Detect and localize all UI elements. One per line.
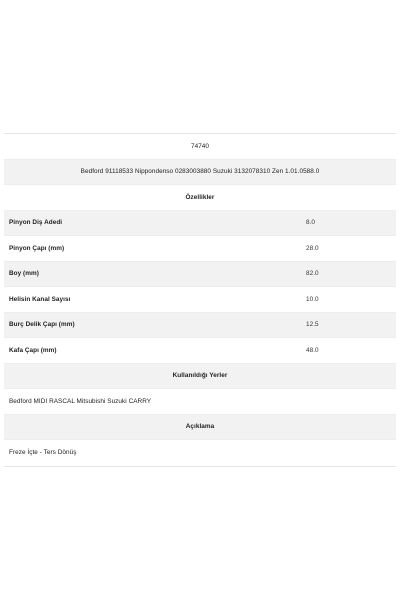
feature-value: 12.5: [306, 321, 319, 329]
product-spec-table: [4, 133, 396, 467]
feature-label: Boy (mm): [9, 270, 39, 278]
description-title: Açıklama: [185, 423, 215, 431]
description-row: [4, 440, 396, 466]
feature-value: 48.0: [306, 346, 319, 354]
table-row: [4, 287, 396, 313]
table-row: [4, 236, 396, 262]
usage-title: Kullanıldığı Yerler: [172, 372, 228, 380]
table-row: [4, 338, 396, 364]
feature-label: Pinyon Diş Adedi: [9, 219, 63, 227]
features-title: Özellikler: [185, 193, 215, 201]
reference-numbers: Bedford 91118533 Nippondenso 0283003880 Suzuki 3132078310 Zen 1.01.0588.0: [80, 168, 320, 176]
usage-row: [4, 389, 396, 415]
feature-value: 8.0: [306, 219, 316, 227]
reference-numbers-row: [4, 160, 396, 186]
feature-value: 10.0: [306, 295, 319, 303]
table-row: [4, 211, 396, 237]
product-code-row: [4, 134, 396, 160]
feature-label: Helisin Kanal Sayısı: [9, 295, 71, 303]
description-text: Freze İçte - Ters Dönüş: [9, 449, 77, 457]
feature-label: Burç Delik Çapı (mm): [9, 321, 75, 329]
feature-value: 28.0: [306, 244, 319, 252]
table-row: [4, 262, 396, 288]
feature-label: Kafa Çapı (mm): [9, 346, 57, 354]
feature-value: 82.0: [306, 270, 319, 278]
product-code: 74740: [190, 142, 210, 150]
table-row: [4, 313, 396, 339]
features-section-header: [4, 185, 396, 211]
description-section-header: [4, 415, 396, 441]
usage-text: Bedford MIDI RASCAL Mitsubishi Suzuki CARRY: [9, 397, 152, 405]
usage-section-header: [4, 364, 396, 390]
feature-label: Pinyon Çapı (mm): [9, 244, 65, 252]
